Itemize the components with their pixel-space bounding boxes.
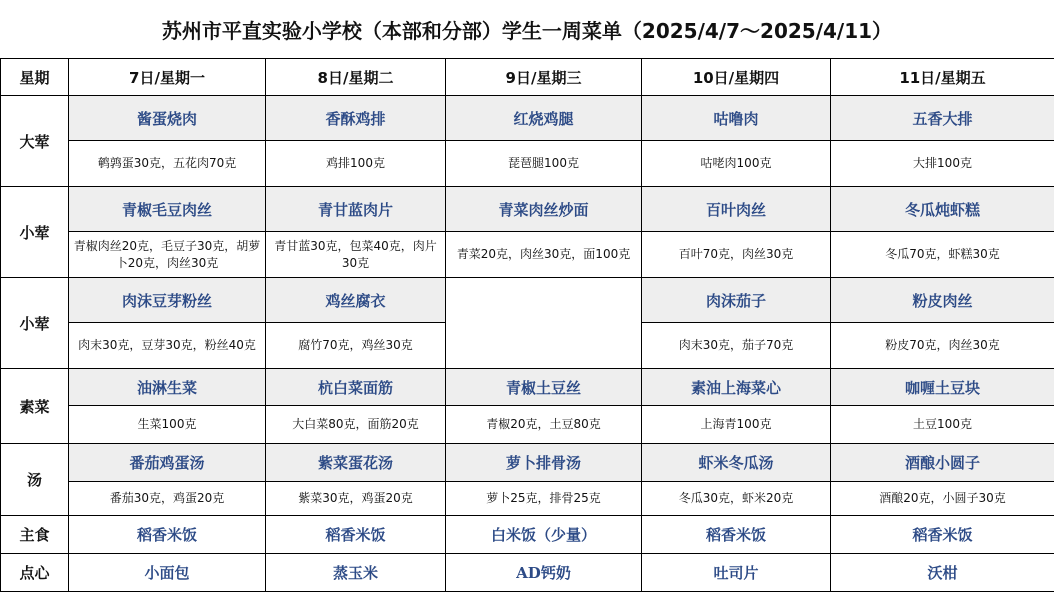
header-weekday-label: 星期 bbox=[1, 59, 69, 96]
dish-cell: 香酥鸡排 bbox=[266, 96, 446, 141]
empty-cell bbox=[446, 278, 642, 369]
ingredient-cell: 大排100克 bbox=[831, 141, 1054, 187]
ingredient-cell: 百叶70克，肉丝30克 bbox=[642, 232, 831, 278]
ingredient-cell: 紫菜30克，鸡蛋20克 bbox=[266, 482, 446, 516]
staple-row bbox=[1, 516, 1054, 554]
dish-cell: 肉沫茄子 bbox=[642, 278, 831, 323]
ingredient-cell: 酒酿20克，小圆子30克 bbox=[831, 482, 1054, 516]
weekly-menu-table bbox=[0, 58, 1054, 592]
dish-cell: 素油上海菜心 bbox=[642, 369, 831, 406]
category-soup: 汤 bbox=[1, 444, 69, 516]
category-side-meat-2: 小荤 bbox=[1, 278, 69, 369]
dish-cell: 青椒毛豆肉丝 bbox=[69, 187, 266, 232]
staple-cell: 稻香米饭 bbox=[266, 516, 446, 554]
snack-row bbox=[1, 554, 1054, 592]
dish-cell: 肉沫豆芽粉丝 bbox=[69, 278, 266, 323]
category-snack: 点心 bbox=[1, 554, 69, 592]
dish-cell: 冬瓜炖虾糕 bbox=[831, 187, 1054, 232]
header-day-monday: 7日/星期一 bbox=[69, 59, 266, 96]
category-main-meat: 大荤 bbox=[1, 96, 69, 187]
ingredient-cell: 青菜20克，肉丝30克，面100克 bbox=[446, 232, 642, 278]
dish-cell: 咕噜肉 bbox=[642, 96, 831, 141]
dish-cell: 紫菜蛋花汤 bbox=[266, 444, 446, 482]
ingredient-cell: 肉末30克，豆芽30克，粉丝40克 bbox=[69, 323, 266, 369]
ingredient-cell: 冬瓜30克，虾米20克 bbox=[642, 482, 831, 516]
dish-cell: 粉皮肉丝 bbox=[831, 278, 1054, 323]
snack-cell: 小面包 bbox=[69, 554, 266, 592]
dish-cell: 百叶肉丝 bbox=[642, 187, 831, 232]
header-day-wednesday: 9日/星期三 bbox=[446, 59, 642, 96]
side-meat-1-ingredient-row bbox=[1, 232, 1054, 278]
ingredient-cell: 冬瓜70克，虾糕30克 bbox=[831, 232, 1054, 278]
dish-cell: 红烧鸡腿 bbox=[446, 96, 642, 141]
dish-cell: 青甘蓝肉片 bbox=[266, 187, 446, 232]
ingredient-cell: 鸡排100克 bbox=[266, 141, 446, 187]
vegetable-dish-row bbox=[1, 369, 1054, 406]
side-meat-2-dish-row bbox=[1, 278, 1054, 323]
dish-cell: 杭白菜面筋 bbox=[266, 369, 446, 406]
main-meat-ingredient-row bbox=[1, 141, 1054, 187]
main-meat-dish-row bbox=[1, 96, 1054, 141]
ingredient-cell: 青椒肉丝20克，毛豆子30克，胡萝卜20克，肉丝30克 bbox=[69, 232, 266, 278]
header-day-thursday: 10日/星期四 bbox=[642, 59, 831, 96]
dish-cell: 五香大排 bbox=[831, 96, 1054, 141]
dish-cell: 番茄鸡蛋汤 bbox=[69, 444, 266, 482]
dish-cell: 酒酿小圆子 bbox=[831, 444, 1054, 482]
snack-cell: 沃柑 bbox=[831, 554, 1054, 592]
staple-cell: 稻香米饭 bbox=[69, 516, 266, 554]
header-day-tuesday: 8日/星期二 bbox=[266, 59, 446, 96]
dish-cell: 鸡丝腐衣 bbox=[266, 278, 446, 323]
header-day-friday: 11日/星期五 bbox=[831, 59, 1054, 96]
ingredient-cell: 鹌鹑蛋30克，五花肉70克 bbox=[69, 141, 266, 187]
vegetable-ingredient-row bbox=[1, 406, 1054, 444]
ingredient-cell: 番茄30克，鸡蛋20克 bbox=[69, 482, 266, 516]
ingredient-cell: 生菜100克 bbox=[69, 406, 266, 444]
staple-cell: 稻香米饭 bbox=[831, 516, 1054, 554]
soup-dish-row bbox=[1, 444, 1054, 482]
dish-cell: 青菜肉丝炒面 bbox=[446, 187, 642, 232]
category-staple: 主食 bbox=[1, 516, 69, 554]
dish-cell: 萝卜排骨汤 bbox=[446, 444, 642, 482]
ingredient-cell: 咕咾肉100克 bbox=[642, 141, 831, 187]
page-title: 苏州市平直实验小学校（本部和分部）学生一周菜单（2025/4/7～2025/4/11） bbox=[161, 18, 893, 43]
staple-cell: 白米饭（少量） bbox=[446, 516, 642, 554]
dish-cell: 油淋生菜 bbox=[69, 369, 266, 406]
dish-cell: 青椒土豆丝 bbox=[446, 369, 642, 406]
dish-cell: 咖喱土豆块 bbox=[831, 369, 1054, 406]
side-meat-1-dish-row bbox=[1, 187, 1054, 232]
ingredient-cell: 大白菜80克，面筋20克 bbox=[266, 406, 446, 444]
ingredient-cell: 上海青100克 bbox=[642, 406, 831, 444]
ingredient-cell: 青甘蓝30克，包菜40克，肉片30克 bbox=[266, 232, 446, 278]
ingredient-cell: 土豆100克 bbox=[831, 406, 1054, 444]
ingredient-cell: 粉皮70克，肉丝30克 bbox=[831, 323, 1054, 369]
ingredient-cell: 琵琶腿100克 bbox=[446, 141, 642, 187]
category-vegetable: 素菜 bbox=[1, 369, 69, 444]
category-side-meat-1: 小荤 bbox=[1, 187, 69, 278]
soup-ingredient-row bbox=[1, 482, 1054, 516]
ingredient-cell: 萝卜25克，排骨25克 bbox=[446, 482, 642, 516]
snack-cell: 吐司片 bbox=[642, 554, 831, 592]
dish-cell: 酱蛋烧肉 bbox=[69, 96, 266, 141]
snack-cell: 蒸玉米 bbox=[266, 554, 446, 592]
snack-cell: AD钙奶 bbox=[446, 554, 642, 592]
staple-cell: 稻香米饭 bbox=[642, 516, 831, 554]
ingredient-cell: 肉末30克，茄子70克 bbox=[642, 323, 831, 369]
header-row bbox=[1, 59, 1054, 96]
ingredient-cell: 腐竹70克，鸡丝30克 bbox=[266, 323, 446, 369]
dish-cell: 虾米冬瓜汤 bbox=[642, 444, 831, 482]
ingredient-cell: 青椒20克，土豆80克 bbox=[446, 406, 642, 444]
